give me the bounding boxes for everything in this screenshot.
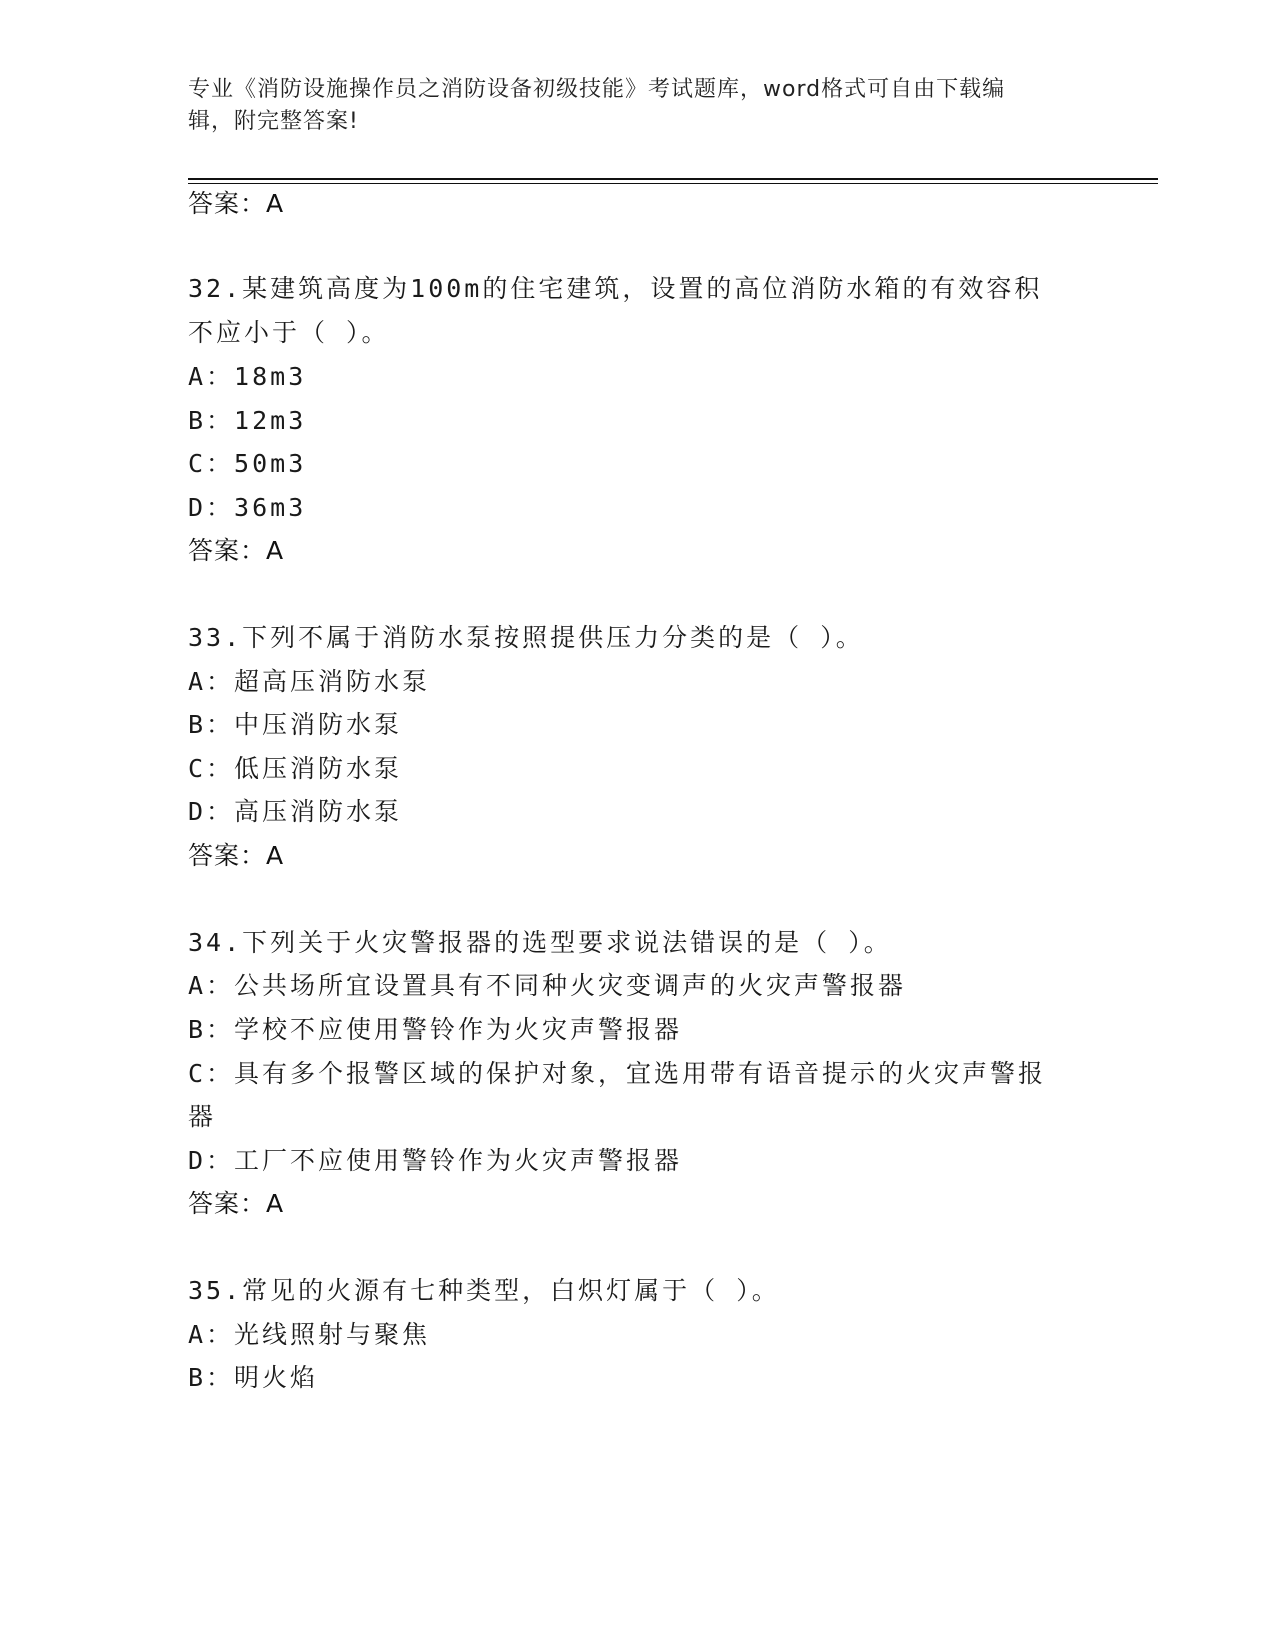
document-header bbox=[188, 74, 1078, 138]
question-33-option-c: C：低压消防水泵 bbox=[188, 754, 403, 783]
question-35-option-a: A：光线照射与聚焦 bbox=[188, 1320, 431, 1349]
question-34-stem: 34.下列关于火灾警报器的选型要求说法错误的是（ ）。 bbox=[188, 928, 892, 957]
question-32-stem-line-2: 不应小于（ ）。 bbox=[188, 318, 390, 347]
header-line-2: 辑，附完整答案! bbox=[188, 109, 359, 134]
question-33-stem: 33.下列不属于消防水泵按照提供压力分类的是（ ）。 bbox=[188, 623, 864, 652]
question-34-option-a: A：公共场所宜设置具有不同种火灾变调声的火灾声警报器 bbox=[188, 971, 907, 1000]
question-33-option-d: D：高压消防水泵 bbox=[188, 797, 403, 826]
question-33-answer: 答案：A bbox=[188, 841, 285, 870]
question-32-option-b: B：12m3 bbox=[188, 406, 307, 435]
question-32-answer: 答案：A bbox=[188, 536, 285, 565]
question-32-option-c: C：50m3 bbox=[188, 449, 307, 478]
header-divider-thin bbox=[188, 183, 1158, 184]
question-34-option-c-continued: 器 bbox=[188, 1102, 217, 1131]
question-35-option-b: B：明火焰 bbox=[188, 1363, 319, 1392]
question-34-option-c: C：具有多个报警区域的保护对象，宜选用带有语音提示的火灾声警报 bbox=[188, 1059, 1047, 1088]
question-33-option-b: B：中压消防水泵 bbox=[188, 710, 403, 739]
question-33-option-a: A：超高压消防水泵 bbox=[188, 667, 431, 696]
previous-answer: 答案：A bbox=[188, 189, 285, 218]
question-34-option-b: B：学校不应使用警铃作为火灾声警报器 bbox=[188, 1015, 683, 1044]
question-34-option-d: D：工厂不应使用警铃作为火灾声警报器 bbox=[188, 1146, 683, 1175]
header-line-1: 专业《消防设施操作员之消防设备初级技能》考试题库，word格式可自由下载编 bbox=[188, 77, 1006, 102]
question-32-option-a: A：18m3 bbox=[188, 362, 307, 391]
question-32-stem-line-1: 32.某建筑高度为100m的住宅建筑，设置的高位消防水箱的有效容积 bbox=[188, 274, 1043, 303]
question-34-answer: 答案：A bbox=[188, 1189, 285, 1218]
question-35-stem: 35.常见的火源有七种类型，白炽灯属于（ ）。 bbox=[188, 1276, 780, 1305]
header-divider-thick bbox=[188, 178, 1158, 180]
question-32-option-d: D：36m3 bbox=[188, 493, 307, 522]
